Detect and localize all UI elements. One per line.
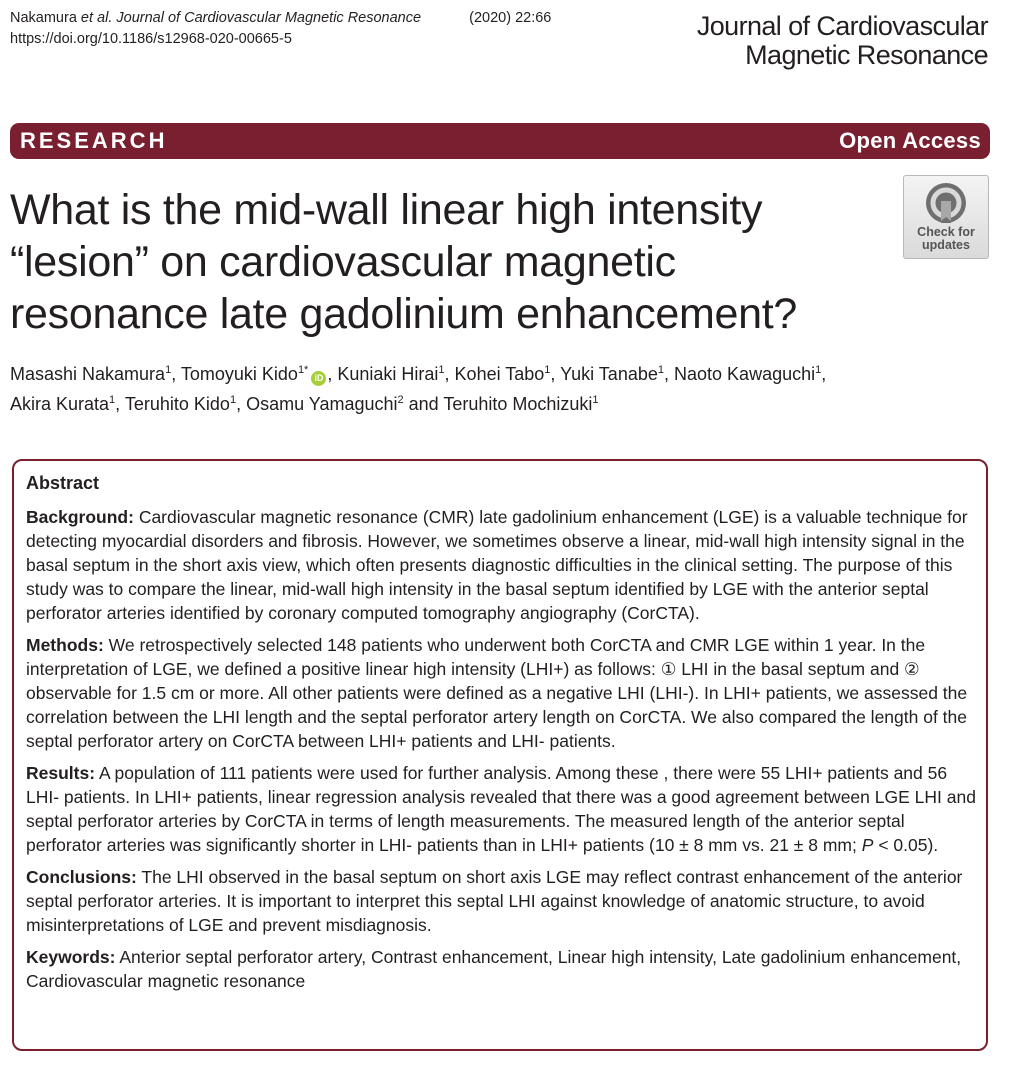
author-affiliation: 2 [397,394,404,406]
journal-logo-line1: Journal of Cardiovascular [696,11,988,41]
journal-logo-line2: Magnetic Resonance [745,40,988,70]
author-name[interactable]: Teruhito Kido [124,394,230,414]
keywords-text: Anterior septal perforator artery, Contrast enhancement, Linear high intensity, Late gadolinium enhancement, Cardiovascular magnetic resonance [26,947,962,991]
badge-line2: updates [922,238,970,252]
header-citation: (2020) 22:66 [469,10,552,26]
results-p-symbol: P [861,835,874,855]
results-p-value: < 0.05). [878,835,939,855]
badge-line1: Check for [917,225,975,239]
citation-line [10,8,551,29]
results-text: A population of 111 patients were used for further analysis. Among these , there were 55 LHI+ patients and 56 LHI- patients. In LHI+ patients, linear regression analysis revealed that there was a good agreement between LGE LHI and septal perforator arteries by CorCTA in terms of length measurements. The measured length of the anterior septal perforator arteries was significantly shorter in LHI- patients than in LHI+ patients (10 ± 8 mm vs. 21 ± 8 mm; [26,763,976,855]
conclusions-text: The LHI observed in the basal septum on short axis LGE may reflect contrast enhancement of the anterior septal perforator arteries. It is important to interpret this septal LHI against knowledge of anatomic structure, to avoid misinterpretations of LGE and prevent misdiagnosis. [26,867,963,935]
author-separator: , [115,394,125,414]
abstract-results [26,761,976,857]
orcid-icon[interactable]: iD [311,371,326,386]
author-separator: , [664,364,675,384]
author-name[interactable]: Naoto Kawaguchi [674,364,816,384]
abstract-heading: Abstract [26,473,100,493]
author-separator: , [550,364,561,384]
abstract-background [26,505,976,625]
author-affiliation: 1 [229,394,237,406]
methods-label: Methods: [26,635,104,655]
author-name[interactable]: Osamu Yamaguchi [246,394,398,414]
author-name[interactable]: Yuki Tanabe [560,364,658,384]
open-access-label: Open Access [839,128,981,153]
author-separator: , [821,364,827,384]
author-separator: , [444,364,455,384]
author-name[interactable]: Teruhito Mochizuki [443,394,593,414]
author-affiliation: 1 [438,364,445,376]
author-name[interactable]: Akira Kurata [10,394,110,414]
header-etal: et al. [80,10,113,26]
article-category: RESEARCH [20,128,168,153]
author-separator: , [171,364,181,384]
background-label: Background: [26,507,134,527]
author-name[interactable]: Masashi Nakamura [10,364,166,384]
doi-link[interactable]: https://doi.org/10.1186/s12968-020-00665-5 [10,31,292,47]
badge-text [904,226,988,252]
author-name[interactable]: Kuniaki Hirai [337,364,439,384]
methods-text: We retrospectively selected 148 patients who underwent both CorCTA and CMR LGE within 1 year. In the interpretation of LGE, we defined a positive linear high intensity (LHI+) as follows: ① LHI in the basal septum and ② observable for 1.5 cm or more. All other patients were defined as a negative LHI (LHI-). In LHI+ patients, we assessed the correlation between the LHI length and the septal perforator artery length on CorCTA. We also compared the length of the septal perforator artery on CorCTA between LHI+ patients and LHI- patients. [26,635,968,751]
abstract-box [12,459,988,1051]
author-affiliation: 1 [165,364,172,376]
author-separator: , [327,364,338,384]
article-title: What is the mid-wall linear high intensity “lesion” on cardiovascular magnetic resonance late gadolinium enhancement? [10,186,798,338]
author-affiliation: 1 [657,364,664,376]
article-type-band [10,123,990,159]
running-header [10,8,551,50]
author-list [10,359,1000,419]
author-affiliation: 1 [544,364,551,376]
results-label: Results: [26,763,96,783]
author-name[interactable]: Kohei Tabo [454,364,545,384]
conclusions-label: Conclusions: [26,867,137,887]
abstract-methods [26,633,976,753]
crossmark-icon [924,181,968,225]
keywords-label: Keywords: [26,947,116,967]
background-text: Cardiovascular magnetic resonance (CMR) late gadolinium enhancement (LGE) is a valuable technique for detecting myocardial disorders and fibrosis. However, we sometimes observe a linear, mid-wall high intensity signal in the basal septum in the short axis view, which often presents diagnostic difficulties in the clinical setting. The purpose of this study was to compare the linear, mid-wall high intensity in the basal septum identified by LGE with the anterior septal perforator arteries identified by coronary computed tomography angiography (CorCTA). [26,507,968,623]
author-affiliation: 1 [592,394,599,406]
journal-logo [697,12,988,70]
author-separator: and [403,394,444,414]
author-affiliation: 1* [297,364,309,376]
abstract-conclusions [26,865,976,937]
header-authors: Nakamura [10,10,77,26]
author-separator: , [236,394,247,414]
abstract-keywords [26,945,976,993]
check-for-updates-button[interactable] [903,175,989,259]
author-affiliation: 1 [109,394,116,406]
author-affiliation: 1 [815,364,822,376]
author-name[interactable]: Tomoyuki Kido [180,364,298,384]
header-journal: Journal of Cardiovascular Magnetic Resonance [116,10,422,26]
